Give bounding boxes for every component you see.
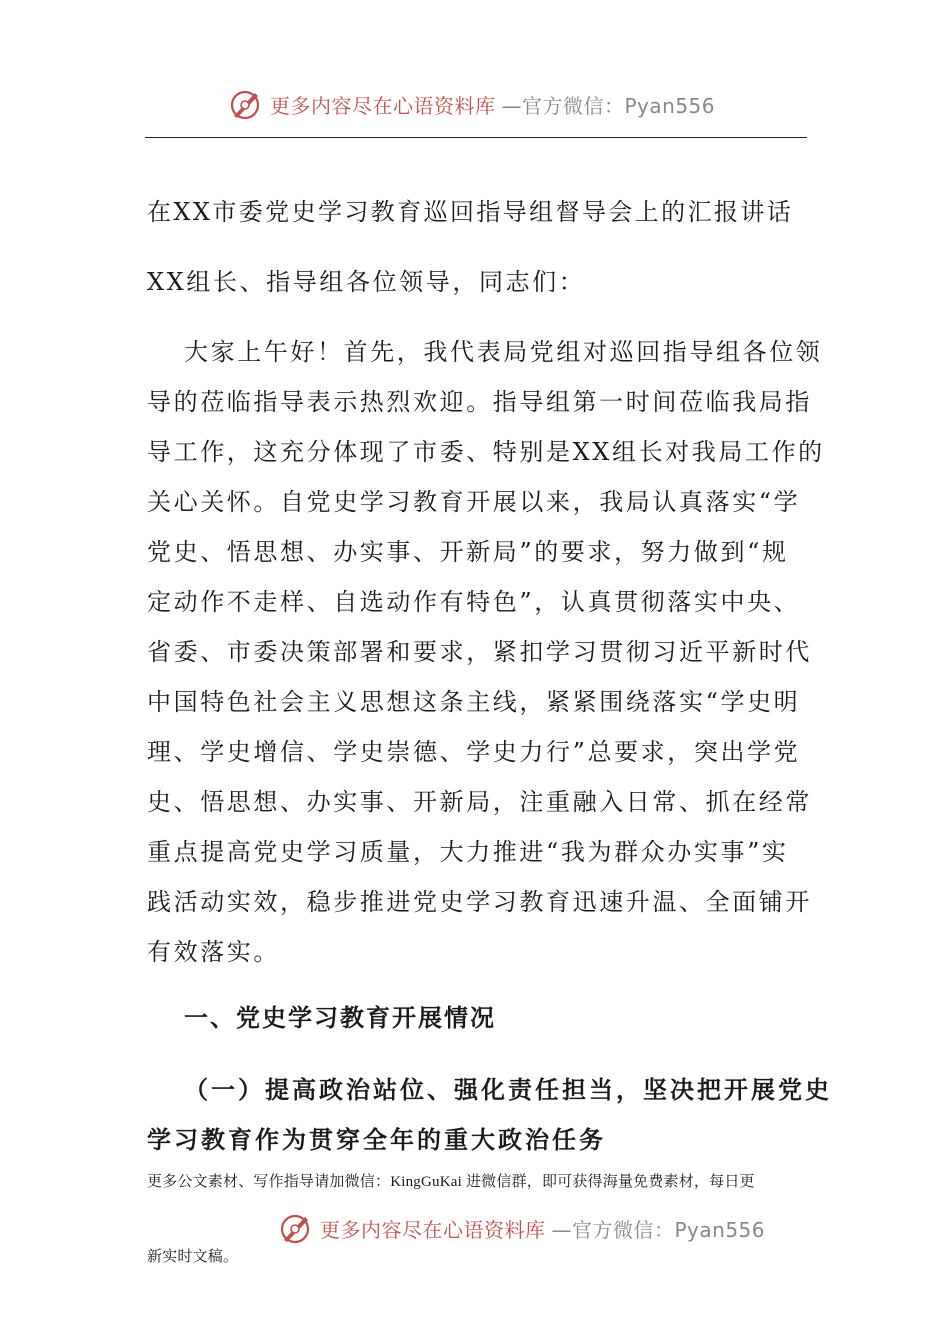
section-heading-1: 一、党史学习教育开展情况 <box>184 1004 496 1032</box>
footer-banner-wechat: —官方微信：Pyan556 <box>551 1217 766 1242</box>
paragraph-line: 导工作，这充分体现了市委、特别是XX组长对我局工作的 <box>147 438 825 466</box>
paragraph-line: 理、学史增信、学史崇德、学史力行”总要求，突出学党 <box>147 738 801 766</box>
paragraph-line: 大家上午好！首先，我代表局党组对巡回指导组各位领 <box>184 338 823 366</box>
paragraph-line: 重点提高党史学习质量，大力推进“我为群众办实事”实 <box>147 838 789 866</box>
footer-banner-brand: 更多内容尽在心语资料库 <box>320 1217 546 1242</box>
paragraph-line: 践活动实效，稳步推进党史学习教育迅速升温、全面铺开 <box>147 888 812 916</box>
header-banner <box>228 84 715 124</box>
paragraph-line: 导的莅临指导表示热烈欢迎。指导组第一时间莅临我局指 <box>147 388 812 416</box>
paragraph-line: 有效落实。 <box>147 938 280 966</box>
paragraph-line: 史、悟思想、办实事、开新局，注重融入日常、抓在经常 <box>147 788 812 816</box>
footer-promo-note-continued: 新实时文稿。 <box>147 1249 239 1265</box>
paragraph-line: 关心关怀。自党史学习教育开展以来，我局认真落实“学 <box>147 488 801 516</box>
header-banner-brand: 更多内容尽在心语资料库 <box>270 93 496 118</box>
paragraph-line: 党史、悟思想、办实事、开新局”的要求，努力做到“规 <box>147 538 789 566</box>
heading2-line: 学习教育作为贯穿全年的重大政治任务 <box>147 1126 606 1154</box>
document-title: 在XX市委党史学习教育巡回指导组督导会上的汇报讲话 <box>147 198 794 226</box>
header-banner-wechat: —官方微信：Pyan556 <box>501 93 716 118</box>
paragraph-line: 中国特色社会主义思想这条主线，紧紧围绕落实“学史明 <box>147 688 801 716</box>
header-divider <box>145 137 807 138</box>
footer-banner <box>278 1208 765 1248</box>
salutation: XX组长、指导组各位领导，同志们： <box>147 268 586 296</box>
pen-circle-logo-icon <box>278 1210 314 1246</box>
pen-circle-logo-icon <box>228 86 264 122</box>
paragraph-line: 省委、市委决策部署和要求，紧扣学习贯彻习近平新时代 <box>147 638 812 666</box>
heading2-line: （一）提高政治站位、强化责任担当，坚决把开展党史 <box>184 1076 832 1104</box>
footer-promo-note: 更多公文素材、写作指导请加微信：KingGuKai 进微信群，即可获得海量免费素材，每日更 <box>147 1174 755 1190</box>
paragraph-line: 定动作不走样、自选动作有特色”，认真贯彻落实中央、 <box>147 588 801 616</box>
